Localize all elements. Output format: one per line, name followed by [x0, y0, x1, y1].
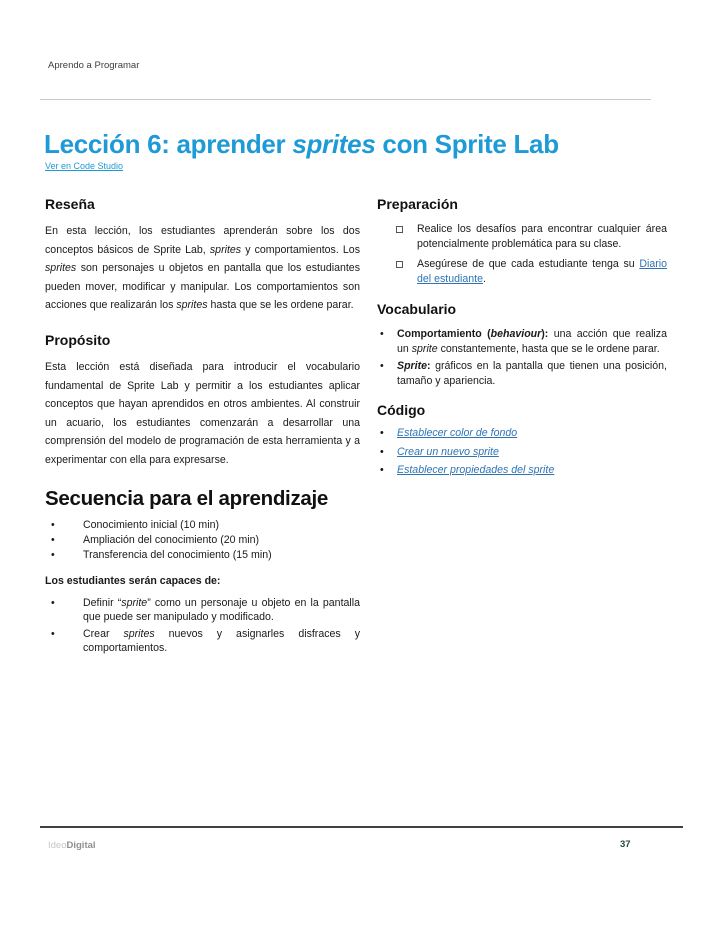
link[interactable]: Diario del estudiante — [417, 258, 667, 285]
list-item — [377, 463, 667, 478]
objectives-heading: Los estudiantes serán capaces de: — [45, 574, 221, 587]
vocabulario-heading: Vocabulario — [377, 301, 457, 317]
preparacion-heading: Preparación — [377, 196, 458, 212]
page-number: 37 — [620, 839, 631, 850]
list-item — [377, 445, 667, 460]
footer-brand — [48, 840, 96, 851]
header-divider — [40, 99, 651, 100]
link[interactable]: Establecer color de fondo — [397, 427, 518, 439]
resena-paragraph: En esta lección, los estudiantes aprenderán sobre los dos conceptos básicos de Sprite Lab, sprites y comportamientos. Los sprites son personajes u objetos en pantalla que los estudiantes pueden mover, modificar y manipular. Los comportamientos son acciones que realizarán los sprites hasta que se les ordene parar. — [45, 225, 360, 312]
resena-heading: Reseña — [45, 196, 95, 212]
vocabulario-list — [377, 327, 667, 389]
list-item: • Ampliación del conocimiento (20 min) — [45, 533, 360, 547]
secuencia-list — [45, 518, 360, 562]
objectives-list — [45, 596, 360, 655]
page-title: Lección 6: aprender sprites con Sprite Lab — [44, 129, 559, 160]
list-item: • Crear sprites nuevos y asignarles disfraces y comportamientos. — [45, 627, 360, 655]
list-item: • Sprite: gráficos en la pantalla que tienen una posición, tamaño y apariencia. — [377, 359, 667, 389]
list-item: Asegúrese de que cada estudiante tenga su Diario del estudiante. — [377, 257, 667, 287]
preparacion-list — [377, 222, 667, 287]
list-item: • Transferencia del conocimiento (15 min) — [45, 548, 360, 562]
footer-brand-light: Ideo — [48, 840, 67, 851]
running-header: Aprendo a Programar — [48, 60, 140, 71]
proposito-heading: Propósito — [45, 331, 111, 348]
list-item: • Definir “sprite” como un personaje u objeto en la pantalla que puede ser manipulado y modificado. — [45, 596, 360, 624]
list-item — [377, 426, 667, 441]
codigo-heading: Código — [377, 402, 426, 418]
list-item: Realice los desafíos para encontrar cualquier área potencialmente problemática para su clase. — [377, 222, 667, 252]
footer-divider — [40, 826, 683, 828]
right-column — [377, 196, 667, 658]
proposito-paragraph: Esta lección está diseñada para introducir el vocabulario fundamental de Sprite Lab y permitir a los estudiantes aplicar conceptos que hayan aprendidos en otros ambientes. Al construir un acuario, los estudiantes comenzarán a desarrollar una comprensión del modelo de programación de esta herramienta y a experimentar con ella para expresarse. — [45, 360, 360, 466]
list-item: • Conocimiento inicial (10 min) — [45, 518, 360, 532]
footer-brand-bold: Digital — [66, 840, 96, 851]
code-studio-link[interactable]: Ver en Code Studio — [45, 161, 124, 171]
link[interactable]: Crear un nuevo sprite — [397, 445, 499, 458]
codigo-list — [377, 426, 667, 478]
content-columns — [45, 196, 667, 658]
secuencia-heading: Secuencia para el aprendizaje — [45, 486, 328, 510]
list-item: • Comportamiento (behaviour): una acción que realiza un sprite constantemente, hasta que se le ordene parar. — [377, 327, 667, 357]
left-column — [45, 196, 360, 658]
link[interactable]: Establecer propiedades del sprite — [397, 464, 555, 476]
